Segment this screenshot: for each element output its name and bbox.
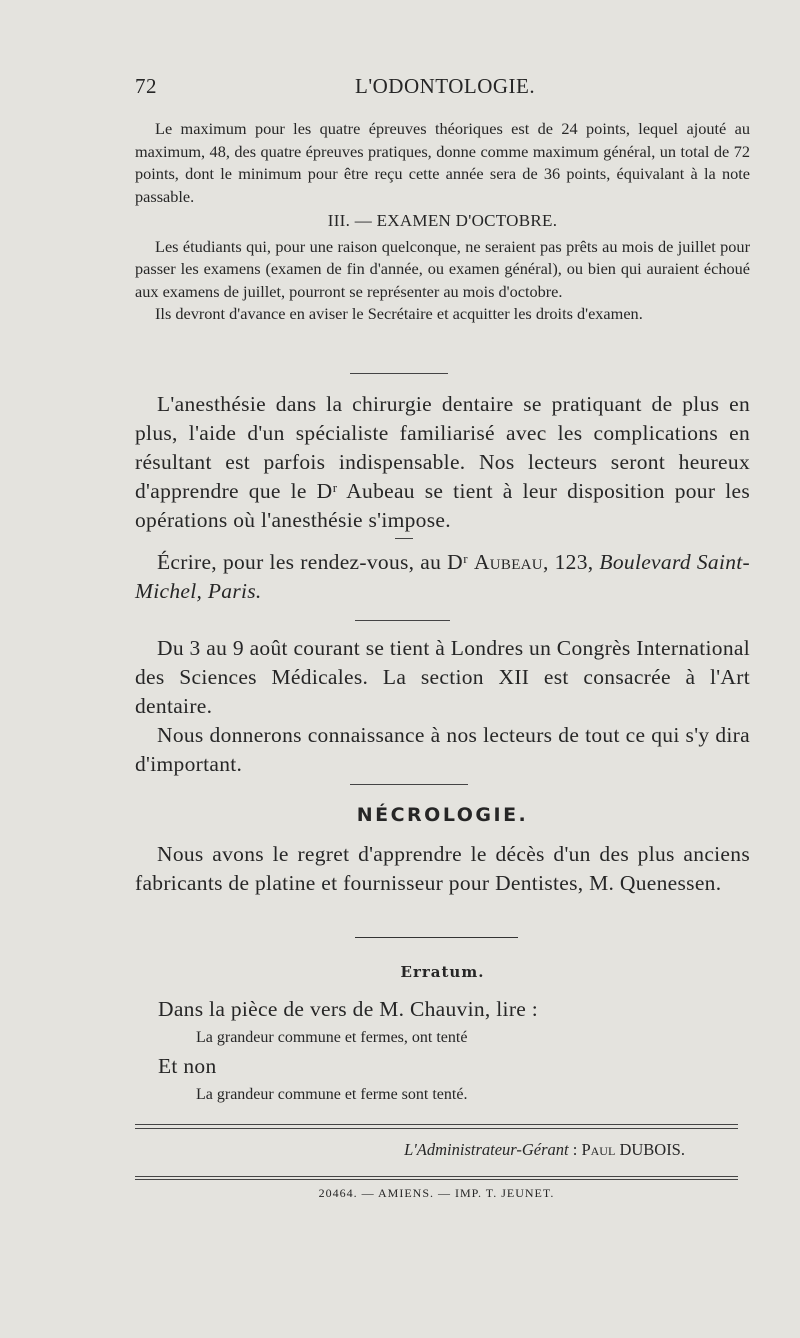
journal-title: L'ODONTOLOGIE.: [355, 74, 536, 98]
signature-last-name: DUBOIS.: [615, 1140, 685, 1159]
address-number: , 123,: [542, 550, 600, 574]
signature-role: L'Administrateur-Gérant: [404, 1140, 569, 1159]
address-street: Boulevard Saint-Michel, Paris.: [135, 550, 750, 603]
contact-prefix: Écrire, pour les rendez-vous, au Dʳ: [157, 550, 474, 574]
exam-paragraph-fees: Ils devront d'avance en aviser le Secrétaire et acquitter les droits d'examen.: [155, 304, 643, 323]
necrology-notice: [135, 840, 750, 898]
necrology-title: NÉCROLOGIE.: [356, 804, 529, 826]
signature-first-name: Paul: [581, 1140, 616, 1159]
erratum-wrong-line: La grandeur commune et ferme sont tenté.: [196, 1086, 468, 1103]
divider: [135, 1128, 738, 1129]
divider: [135, 1124, 738, 1125]
congress-followup: Nous donnerons connaissance à nos lecteurs de tout ce qui s'y dira d'important.: [135, 723, 750, 776]
divider: [350, 373, 448, 374]
doctor-name: Aubeau: [473, 550, 543, 574]
anesthesia-contact: [135, 548, 750, 606]
exam-october-title: III. — EXAMEN D'OCTOBRE.: [327, 211, 558, 230]
exam-paragraph-october: Les étudiants qui, pour une raison quelconque, ne seraient pas prêts au mois de juillet pour passer les examens (examen de fin d'année, ou examen général), ou bien qui auraient échoué aux examens de juillet, pourront se représenter au mois d'octobre.: [135, 236, 750, 301]
necrology-text: Nous avons le regret d'apprendre le décès d'un des plus anciens fabricants de platine et fournisseur pour Dentistes, M. Quenessen.: [135, 842, 750, 895]
divider: [355, 937, 518, 938]
divider: [355, 620, 450, 621]
page-number: 72: [135, 74, 157, 98]
short-divider: [395, 538, 413, 539]
erratum-intro: Dans la pièce de vers de M. Chauvin, lire :: [158, 997, 539, 1021]
congress-notice: [135, 634, 750, 779]
erratum-et-non: Et non: [158, 1054, 217, 1078]
exam-paragraph-maximum: Le maximum pour les quatre épreuves théoriques est de 24 points, lequel ajouté au maximum, 48, des quatre épreuves pratiques, donne comme maximum général, un total de 72 points, dont le minimum pour être reçu cette année sera de 36 points, équivalant à la note passable.: [135, 119, 750, 206]
divider: [350, 784, 468, 785]
page-header: [135, 74, 750, 104]
erratum-title: Erratum.: [400, 963, 485, 981]
printer-imprint: 20464. — AMIENS. — IMP. T. JEUNET.: [318, 1186, 555, 1200]
congress-text: Du 3 au 9 août courant se tient à Londres un Congrès International des Sciences Médicales. La section XII est consacrée à l'Art dentaire.: [135, 636, 750, 718]
signature-separator: :: [568, 1140, 582, 1159]
anesthesia-text: L'anesthésie dans la chirurgie dentaire se pratiquant de plus en plus, l'aide d'un spécialiste familiarisé avec les complications en résultant est parfois indispensable. Nos lecteurs seront heureux d'apprendre que le Dʳ Aubeau se tient à leur disposition pour les opérations où l'anesthésie s'impose.: [135, 392, 750, 532]
signature: [135, 1140, 685, 1160]
exam-section: [135, 118, 750, 326]
anesthesia-notice: [135, 390, 750, 535]
erratum-correct-line: La grandeur commune et fermes, ont tenté: [196, 1029, 468, 1046]
divider: [135, 1179, 738, 1180]
divider: [135, 1176, 738, 1177]
